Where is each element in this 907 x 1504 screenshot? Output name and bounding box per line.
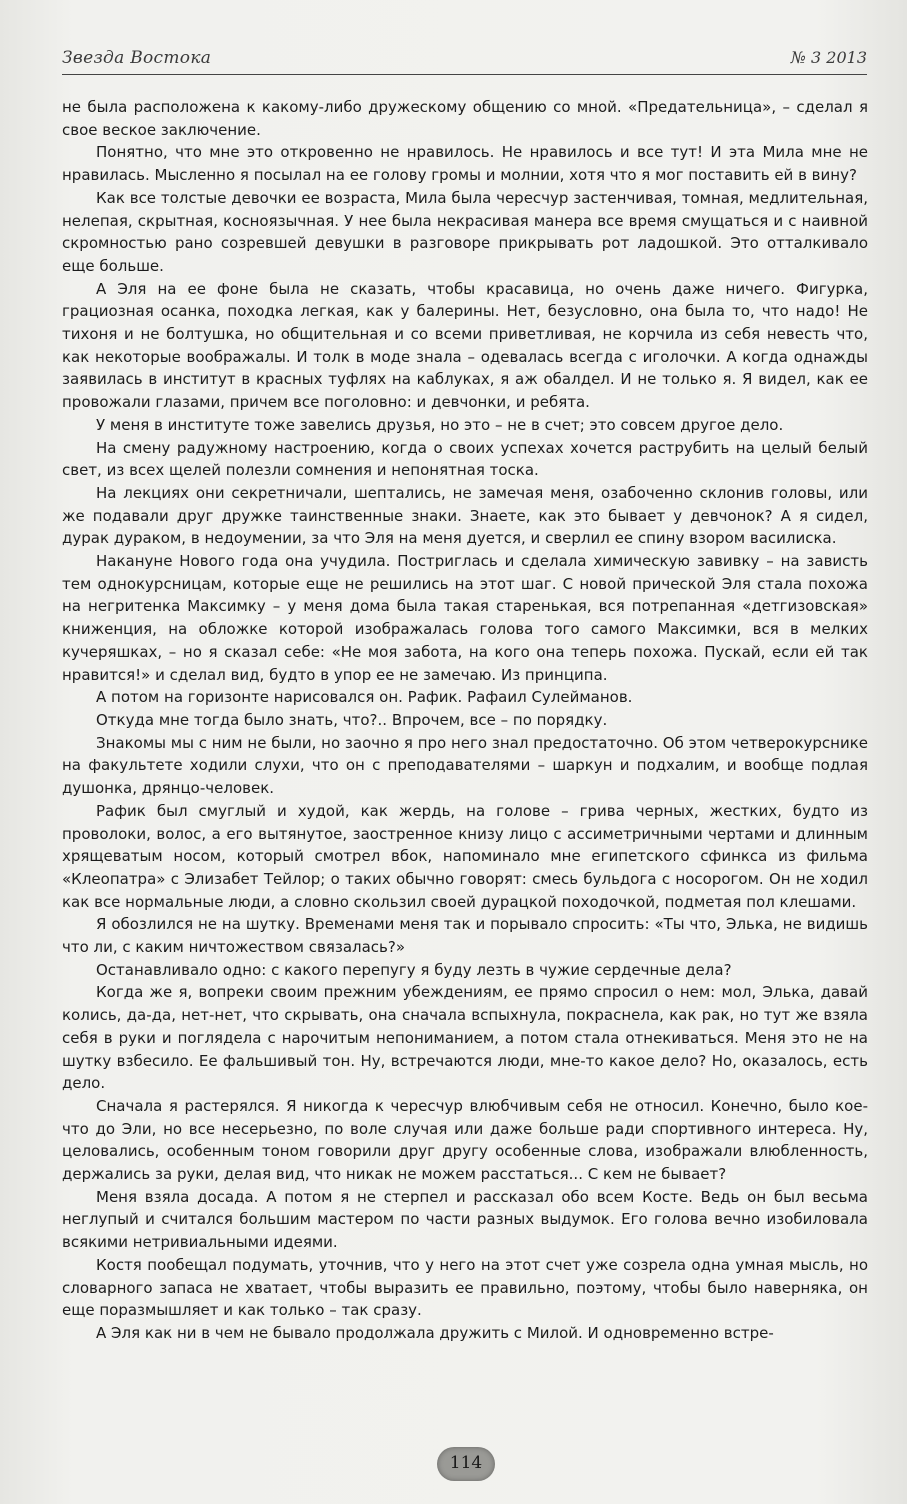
paragraph: Как все толстые девочки ее возраста, Мила была чересчур застенчивая, томная, медлительная, нелепая, скрытная, косноязычная. У нее была некрасивая манера все время смущаться и с наивной скромностью рано созревшей девушки в разговоре прикрывать рот ладошкой. Это отталкивало еще больше. xyxy=(62,188,868,275)
issue-number: № 3 2013 xyxy=(790,48,867,67)
paragraph: Когда же я, вопреки своим прежним убеждениям, ее прямо спросил о нем: мол, Элька, давай колись, да-да, нет-нет, что скрывать, она сначала вспыхнула, покраснела, как рак, но тут же взяла себя в руки и поглядела с нарочитым непониманием, а потом стала отнекиваться. Меня это не на шутку взбесило. Ее фальшивый тон. Ну, встречаются люди, мне-то какое дело? Но, оказалось, есть дело. xyxy=(62,983,868,1093)
paragraph: Знакомы мы с ним не были, но заочно я про него знал предостаточно. Об этом четверокурснике на факультете ходили слухи, что он с преподавателями – шаркун и подхалим, и вообще подлая душонка, дрянцо-человек. xyxy=(62,733,868,798)
journal-title: Звезда Востока xyxy=(62,48,212,68)
paragraph: У меня в институте тоже завелись друзья, но это – не в счет; это совсем другое дело. xyxy=(96,415,784,434)
paragraph: А потом на горизонте нарисовался он. Рафик. Рафаил Сулейманов. xyxy=(96,688,633,707)
paragraph: Останавливало одно: с какого перепугу я буду лезть в чужие сердечные дела? xyxy=(96,960,732,979)
page-number: 114 xyxy=(449,1453,483,1473)
paragraph: Я обозлился не на шутку. Временами меня так и порывало спросить: «Ты что, Элька, не видишь что ли, с каким ничтожеством связалась?» xyxy=(62,915,868,957)
paragraph: Меня взяла досада. А потом я не стерпел и рассказал обо всем Косте. Ведь он был весьма неглупый и считался большим мастером по части разных выдумок. Его голова вечно изобиловала всякими нетривиальными идеями. xyxy=(62,1187,868,1252)
paragraph: А Эля на ее фоне была не сказать, чтобы красавица, но очень даже ничего. Фигурка, грациозная осанка, походка легкая, как у балерины. Нет, безусловно, она была то, что надо! Не тихоня и не болтушка, но общительная и со всеми приветливая, не корчила из себя невесть что, как некоторые воображалы. И толк в моде знала – одевалась всегда с иголочки. А когда однажды заявилась в институт в красных туфлях на каблуках, я аж обалдел. И не только я. Я видел, как ее провожали глазами, причем все поголовно: и девчонки, и ребята. xyxy=(62,279,868,412)
paragraph: Накануне Нового года она учудила. Постриглась и сделала химическую завивку – на зависть тем однокурсницам, которые еще не решились на этот шаг. С новой прической Эля стала похожа на негритенка Максимку – у меня дома была такая старенькая, вся потрепанная «детгизовская» книженция, на обложке которой изображалась голова того самого Максимки, вся в мелких кучеряшках, – но я сказал себе: «Не моя забота, на кого она теперь похожа. Пускай, если ей так нравится!» и сделал вид, будто в упор ее не замечаю. Из принципа. xyxy=(62,552,868,684)
article-body xyxy=(62,96,868,1345)
paragraph: Костя пообещал подумать, уточнив, что у него на этот счет уже созрела одна умная мысль, но словарного запаса не хватает, чтобы выразить ее правильно, поэтому, чтобы было наверняка, он еще поразмышляет и как только – так сразу. xyxy=(62,1255,868,1320)
running-header xyxy=(62,44,867,75)
paragraph: Рафик был смуглый и худой, как жердь, на голове – грива черных, жестких, будто из проволоки, волос, а его вытянутое, заостренное книзу лицо с ассиметричными чертами и длинным хрящеватым носом, который смотрел вбок, напоминало мне египетского сфинкса из фильма «Клеопатра» с Элизабет Тейлор; о таких обычно говорят: смесь бульдога с носорогом. Он не ходил как все нормальные люди, а словно скользил своей дурацкой походочкой, подметая пол клешами. xyxy=(62,801,868,911)
paragraph: Сначала я растерялся. Я никогда к чересчур влюбчивым себя не относил. Конечно, было кое-что до Эли, но все несерьезно, по воле случая или даже больше ради спортивного интереса. Ну, целовались, особенным тоном говорили друг другу особенные слова, изображали влюбленность, держались за руки, делая вид, что никак не можем расстаться... С кем не бывает? xyxy=(62,1096,868,1184)
paragraph: На лекциях они секретничали, шептались, не замечая меня, озабоченно склонив головы, или же подавали друг дружке таинственные знаки. Знаете, как это бывает у девчонок? А я сидел, дурак дураком, в недоумении, за что Эля на меня дуется, и сверлил ее спину взором василиска. xyxy=(62,483,868,548)
paragraph: не была расположена к какому-либо дружескому общению со мной. «Предательница», – сделал я свое веское заключение. xyxy=(62,98,868,139)
paragraph: Понятно, что мне это откровенно не нравилось. Не нравилось и все тут! И эта Мила мне не нравилась. Мысленно я посылал на ее голову громы и молнии, хотя что я мог поставить ей в вину? xyxy=(62,143,868,185)
paragraph: Откуда мне тогда было знать, что?.. Впрочем, все – по порядку. xyxy=(96,710,608,729)
page-number-badge xyxy=(437,1447,495,1481)
paragraph: На смену радужному настроению, когда о своих успехах хочется раструбить на целый белый свет, из всех щелей полезли сомнения и непонятная тоска. xyxy=(62,438,868,480)
paragraph: А Эля как ни в чем не бывало продолжала дружить с Милой. И одновременно встре- xyxy=(96,1323,774,1342)
